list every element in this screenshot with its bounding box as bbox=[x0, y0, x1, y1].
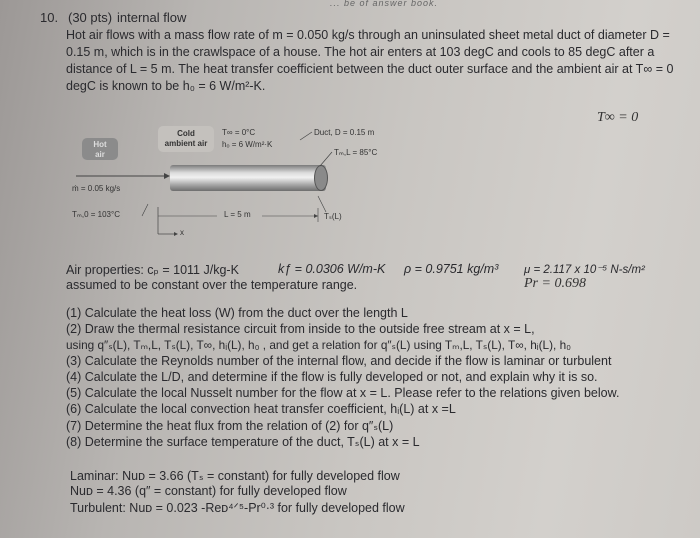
task-5: (5) Calculate the local Nusselt number for the flow at x = L. Please refer to the relations given below. bbox=[66, 386, 620, 400]
hot-label-2: air bbox=[95, 150, 105, 159]
handwritten-tinf: T∞ = 0 bbox=[597, 110, 639, 125]
t-ml-label: Tₘ,L = 85°C bbox=[334, 148, 378, 157]
problem-points: (30 pts) bbox=[68, 10, 113, 25]
header-fragment: ... be of answer book. bbox=[330, 0, 439, 7]
length-label: L = 5 m bbox=[224, 210, 251, 219]
duct-diagram bbox=[62, 112, 622, 242]
t-m0-label: Tₘ,0 = 103°C bbox=[72, 210, 120, 219]
cold-label-2: ambient air bbox=[164, 139, 208, 148]
task-1: (1) Calculate the heat loss (W) from the duct over the length L bbox=[66, 306, 408, 320]
task-8: (8) Determine the surface temperature of the duct, Tₛ(L) at x = L bbox=[66, 435, 420, 449]
h-o-label: hₒ = 6 W/m²·K bbox=[222, 140, 273, 149]
problem-number: 10. bbox=[40, 10, 59, 25]
rho-value: ρ = 0.9751 kg/m³ bbox=[404, 262, 499, 276]
task-6: (6) Calculate the local convection heat transfer coefficient, hᵢ(L) at x =L bbox=[66, 402, 456, 416]
assumed-constant-text: assumed to be constant over the temperature range. bbox=[66, 278, 358, 292]
relation-turbulent: Turbulent: Nuᴅ = 0.023 -Reᴅ⁴ᐟ⁵-Pr⁰·³ for fully developed flow bbox=[70, 501, 405, 515]
diagram-lines bbox=[62, 112, 622, 242]
intro-line-2: 0.15 m, which is in the crawlspace of a house. The hot air enters at 103 degC and cools to 85 degC after a bbox=[66, 45, 655, 59]
relation-laminar-ts: Laminar: Nuᴅ = 3.66 (Tₛ = constant) for fully developed flow bbox=[70, 469, 400, 483]
intro-line-4: degC is known to be h₀ = 6 W/m²-K. bbox=[66, 79, 266, 93]
duct-label: Duct, D = 0.15 m bbox=[314, 128, 375, 137]
task-2-continued: using q″ₛ(L), Tₘ,L, Tₛ(L), T∞, hᵢ(L), h₀ , and get a relation for q″ₛ(L) using Tₘ,L, Tₛ(L), T∞, hᵢ(L), h₀ bbox=[66, 338, 572, 352]
intro-line-3: distance of L = 5 m. The heat transfer coefficient between the duct outer surface and the ambient air at T∞ = 0 bbox=[66, 62, 674, 76]
intro-line-1: Hot air flows with a mass flow rate of m = 0.050 kg/s through an uninsulated sheet metal duct of diameter D = bbox=[66, 28, 670, 42]
task-4: (4) Calculate the L/D, and determine if the flow is fully developed or not, and explain why it is so. bbox=[66, 370, 598, 384]
hot-label-1: Hot bbox=[93, 140, 107, 149]
handwritten-pr: Pr = 0.698 bbox=[524, 276, 586, 291]
mass-flow-label: ṁ = 0.05 kg/s bbox=[72, 184, 121, 193]
cold-label-1: Cold bbox=[177, 129, 195, 138]
air-properties-label: Air properties: cₚ = 1011 J/kg-K bbox=[66, 263, 239, 277]
task-2: (2) Draw the thermal resistance circuit from inside to the outside free stream at x = L, bbox=[66, 322, 535, 336]
problem-title: internal flow bbox=[117, 10, 187, 25]
ts-label: Tₛ(L) bbox=[324, 212, 342, 221]
t-inf-label: T∞ = 0°C bbox=[222, 128, 256, 137]
x-axis-label: x bbox=[180, 228, 184, 237]
task-7: (7) Determine the heat flux from the relation of (2) for q″ₛ(L) bbox=[66, 419, 394, 433]
mu-value: μ = 2.117 x 10⁻⁵ N-s/m² bbox=[524, 264, 645, 276]
relation-laminar-q: Nuᴅ = 4.36 (q″ = constant) for fully developed flow bbox=[70, 484, 347, 498]
kf-value: kƒ = 0.0306 W/m-K bbox=[278, 262, 386, 276]
task-3: (3) Calculate the Reynolds number of the internal flow, and decide if the flow is laminar or turbulent bbox=[66, 354, 612, 368]
